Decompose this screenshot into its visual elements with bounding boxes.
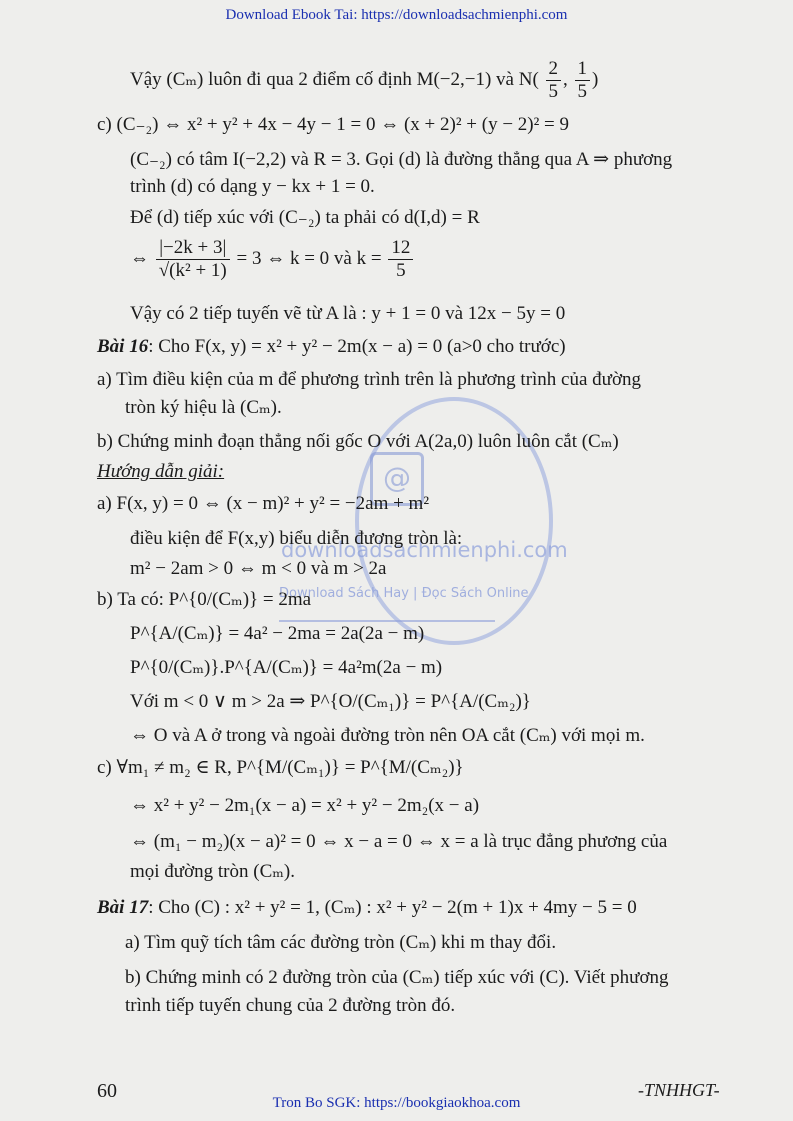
text-line-11: b) Chứng minh đoạn thẳng nối gốc O với A(2a,0) luôn luôn cắt (Cₘ)	[97, 431, 619, 452]
text-line-4: trình (d) có dạng y − kx + 1 = 0.	[130, 176, 375, 197]
text-line-21: c) ∀m₁ ≠ m₂ ∈ R, P^{M/(Cₘ₁)} = P^{M/(Cₘ₂)}	[97, 757, 464, 778]
k-fraction	[388, 237, 413, 282]
distance-fraction	[156, 237, 230, 282]
text-line-26: a) Tìm quỹ tích tâm các đường tròn (Cₘ) khi m thay đổi.	[125, 932, 557, 953]
text-line-2: c) (C₋₂) ⇔ x² + y² + 4x − 4y − 1 = 0 ⇔ (x + 2)² + (y − 2)² = 9	[97, 114, 570, 135]
page-number: 60	[97, 1080, 117, 1102]
text-line-22: ⇔ x² + y² − 2m₁(x − a) = x² + y² − 2m₂(x − a)	[130, 795, 480, 816]
header-download-link[interactable]: Download Ebook Tai: https://downloadsachmienphi.com	[225, 7, 568, 23]
text-line-15: m² − 2am > 0 ⇔ m < 0 và m > 2a	[130, 558, 387, 579]
footer-download-link[interactable]: Tron Bo SGK: https://bookgiaokhoa.com	[272, 1095, 521, 1111]
text-line-14: điều kiện để F(x,y) biểu diễn đương tròn là:	[130, 528, 463, 549]
fraction-denominator: 5	[577, 81, 588, 102]
exercise-label: Bài 17	[97, 897, 149, 918]
text-line-20: ⇔ O và A ở trong và ngoài đường tròn nên OA cắt (Cₘ) với mọi m.	[130, 725, 645, 746]
fraction-numerator: 2	[546, 58, 562, 81]
text-line-24: mọi đường tròn (Cₘ).	[130, 861, 295, 882]
text-line-28: trình tiếp tuyến chung của 2 đường tròn đó.	[125, 995, 456, 1016]
exercise-17-heading	[97, 896, 637, 920]
fraction-numerator: |−2k + 3|	[156, 237, 230, 260]
text-line-5: Để (d) tiếp xúc với (C₋₂) ta phải có d(I,d) = R	[130, 207, 480, 228]
fraction-denominator: 5	[548, 81, 559, 102]
text-line-9: a) Tìm điều kiện của m để phương trình trên là phương trình của đường	[97, 369, 642, 390]
fraction-numerator: 1	[575, 58, 591, 81]
text-line-17: P^{A/(Cₘ)} = 4a² − 2ma = 2a(2a − m)	[130, 623, 425, 644]
text-line-7: Vậy có 2 tiếp tuyến vẽ từ A là : y + 1 = 0 và 12x − 5y = 0	[130, 303, 566, 324]
fraction-numerator: 12	[388, 237, 413, 260]
at-sign-book-icon: @	[370, 452, 424, 506]
exercise-16-statement: : Cho F(x, y) = x² + y² − 2m(x − a) = 0 (a>0 cho trước)	[148, 336, 566, 357]
exercise-16-heading	[97, 335, 566, 359]
text-line-18: P^{0/(Cₘ)}.P^{A/(Cₘ)} = 4a²m(2a − m)	[130, 657, 443, 678]
watermark-site: downloadsachmienphi.com	[281, 538, 568, 562]
line-1-text: Vậy (Cₘ) luôn đi qua 2 điểm cố định M(−2,−1) và N	[130, 68, 533, 90]
fraction-n-y	[575, 58, 591, 103]
text-line-13: a) F(x, y) = 0 ⇔ (x − m)² + y² = −2am + m²	[97, 493, 430, 514]
text-line-3: (C₋₂) có tâm I(−2,2) và R = 3. Gọi (d) là đường thẳng qua A ⇒ phương	[130, 149, 673, 170]
fraction-denominator: √(k² + 1)	[158, 260, 227, 281]
equiv-symbol: ⇔	[130, 247, 149, 269]
text-line-19: Với m < 0 ∨ m > 2a ⇒ P^{O/(Cₘ₁)} = P^{A/(Cₘ₂)}	[130, 691, 531, 712]
exercise-label: Bài 16	[97, 336, 149, 357]
watermark-tagline: Download Sách Hay | Đọc Sách Online	[279, 586, 529, 601]
text-line-23: ⇔ (m₁ − m₂)(x − a)² = 0 ⇔ x − a = 0 ⇔ x = a là trục đẳng phương của	[130, 831, 668, 852]
publisher-signature: -TNHHGT-	[638, 1080, 720, 1100]
text-line-10: tròn ký hiệu là (Cₘ).	[125, 397, 282, 418]
fraction-denominator: 5	[396, 260, 406, 281]
text-line-27: b) Chứng minh có 2 đường tròn của (Cₘ) tiếp xúc với (C). Viết phương	[125, 967, 669, 988]
line-6-middle: = 3 ⇔ k = 0 và k =	[236, 247, 382, 269]
exercise-17-statement: : Cho (C) : x² + y² = 1, (Cₘ) : x² + y² − 2(m + 1)x + 4my − 5 = 0	[148, 897, 637, 918]
solution-heading: Hướng dẫn giải:	[97, 461, 225, 482]
text-line-16: b) Ta có: P^{0/(Cₘ)} = 2ma	[97, 589, 312, 610]
text-line-1: Vậy (Cₘ) luôn đi qua 2 điểm cố định M(−2,−1) và N( $\frac{2}{5}$ , $\frac{1}{5}$ )	[130, 58, 599, 102]
text-line-6	[130, 237, 415, 282]
fraction-n-x	[546, 58, 562, 103]
